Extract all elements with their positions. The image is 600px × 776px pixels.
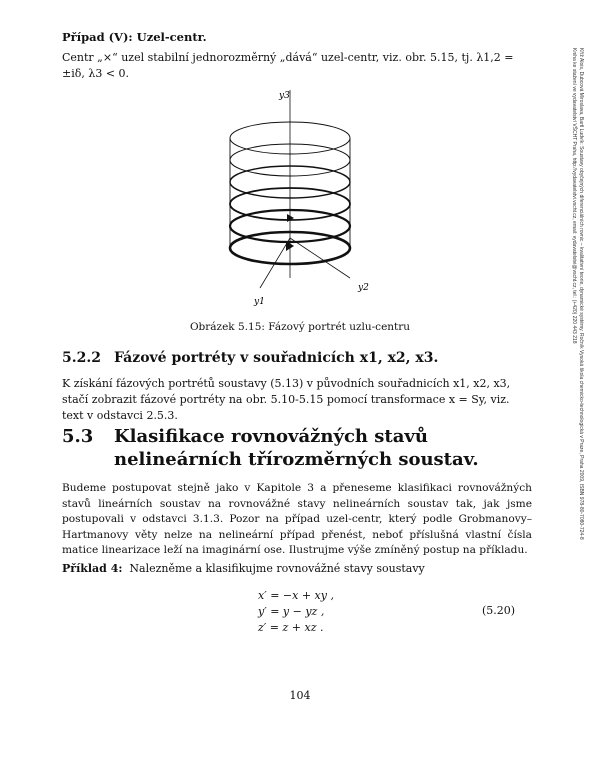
subsection-number: 5.2.2 [62,350,101,366]
side-note-line: Kříž Alois, Dubcová Miroslava, Bartl Ludvík: Soustavy obyčejných diferenciálních rovnic – kvalitativní teorie, dynamické systémy. Ročník Vysoká škola chemicko-technologická v Praze, Praha 2009, ISBN 978-80-7080-724-8 [578,48,584,540]
subsection-heading [62,350,438,366]
equation-number: (5.20) [482,604,516,617]
example-label: Příklad 4: [62,562,123,575]
side-copyright-note [572,48,586,748]
equation-system [258,588,334,636]
side-note-line: Kniha ke stažení ve vydavatelství VŠCHT Praha, http://vydavatelstvi.vscht.cz, email: vydavatelstvi@vscht.cz, tel.: (+420) 220 443 218 [571,48,577,344]
page-number: 104 [289,689,311,702]
equation-line: x′ = −x + xy , [258,589,334,602]
subsection-title: Fázové portréty v souřadnicích x1, x2, x3. [114,350,439,366]
axis-label-y2: y2 [358,283,369,293]
equation-line: z′ = z + xz . [258,621,324,634]
section-paragraph: Budeme postupovat stejně jako v Kapitole 3 a přeneseme klasifikaci rovnovážných stavů lineárních soustav na rovnovážné stavy nelineárních soustav tak, jak jsme postupovali v odstavci 3.1.3. Pozor na případ uzel-centr, který podle Grobmanovy–Hartmanovy věty nelze na nelineární případ přenést, neboť příslušná vlastní čísla matice linearizace leží na imaginární ose. Ilustrujme výše zmíněný postup na příkladu. [62,482,532,557]
case-heading: Případ (V): Uzel-centr. [62,30,207,44]
subsection-paragraph: K získání fázových portrétů soustavy (5.13) v původních souřadnicích x1, x2, x3, stačí zobrazit fázové portréty na obr. 5.10-5.15 pomocí transformace x = Sy, viz. text v odstavci 2.5.3. [62,377,511,422]
section-title: Klasifikace rovnovážných stavů nelineárních třírozměrných soustav. [114,426,479,470]
intro-paragraph: Centr „×“ uzel stabilní jednorozměrný „dává“ uzel-centr, viz. obr. 5.15, tj. λ1,2 = ±iδ, λ3 < 0. [62,51,514,80]
axis-label-y1: y1 [254,297,265,307]
axis-label-y3: y3 [279,91,290,101]
section-heading [62,425,532,471]
node-center-diagram [190,78,390,313]
figure-caption: Obrázek 5.15: Fázový portrét uzlu-centru [189,321,411,333]
example-line [62,562,425,575]
example-text: Nalezněme a klasifikujme rovnovážné stavy soustavy [129,562,425,575]
section-number: 5.3 [62,426,94,447]
equation-line: y′ = y − yz , [258,605,325,618]
y2-axis [290,238,350,278]
phase-portrait-figure [190,78,390,313]
